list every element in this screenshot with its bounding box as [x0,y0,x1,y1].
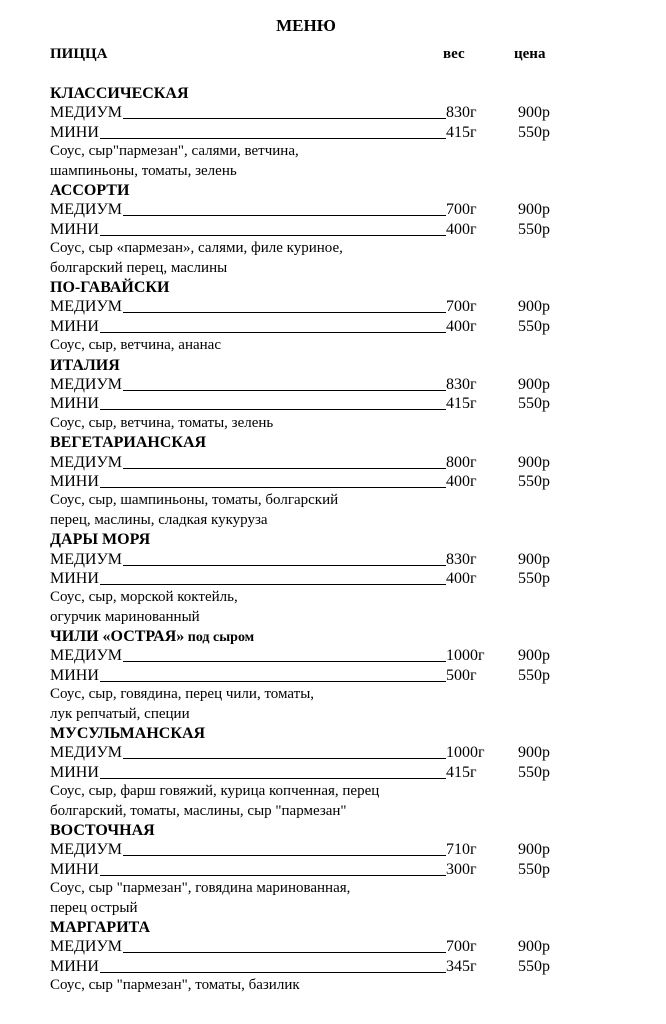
item-description: Соус, сыр, шампиньоны, томаты, болгарский перец, маслины, сладкая кукуруза [50,492,339,528]
item-description: Соус, сыр "пармезан", томаты, базилик [50,977,300,994]
item-name-text: ЧИЛИ «ОСТРАЯ» [50,628,185,646]
size-label: МИНИ [50,472,99,490]
leader-line [123,855,446,856]
size-price: 900р [518,453,550,471]
size-weight: 700г [446,938,477,956]
menu-item [50,84,610,181]
size-weight: 400г [446,220,477,238]
size-label: МИНИ [50,317,99,335]
size-label: МИНИ [50,569,99,587]
item-name [50,627,610,646]
item-description: Соус, сыр"пармезан", салями, ветчина, шампиньоны, томаты, зелень [50,143,299,179]
size-weight: 415г [446,123,477,141]
size-weight: 700г [446,201,477,219]
menu-item [50,724,610,821]
leader-line [100,681,446,682]
size-weight: 415г [446,395,477,413]
leader-line [123,661,446,662]
item-description: Соус, сыр, морской коктейль, огурчик маринованный [50,589,238,625]
size-label: МИНИ [50,123,99,141]
size-price: 550р [518,763,550,781]
item-name [50,530,610,549]
size-row [50,840,610,859]
size-row [50,763,610,782]
size-price: 550р [518,860,550,878]
size-weight: 400г [446,317,477,335]
size-row [50,453,610,472]
menu-item [50,433,610,530]
item-name-text: ПО-ГАВАЙСКИ [50,278,170,296]
item-name-suffix: под сыром [184,630,255,646]
item-name-text: МАРГАРИТА [50,919,151,937]
size-label: МЕДИУМ [50,647,123,665]
size-price: 900р [518,550,550,568]
size-price: 900р [518,201,550,219]
size-row [50,394,610,413]
size-row [50,123,610,142]
size-label: МЕДИУМ [50,938,123,956]
size-price: 900р [518,298,550,316]
menu-item [50,530,610,627]
leader-line [100,778,446,779]
size-price: 900р [518,375,550,393]
leader-line [123,215,446,216]
size-price: 550р [518,957,550,975]
price-column-header: цена [514,46,546,62]
size-price: 900р [518,938,550,956]
leader-line [123,312,446,313]
size-label: МЕДИУМ [50,298,123,316]
menu-list [50,84,610,996]
leader-line [123,118,446,119]
item-name [50,356,610,375]
size-price: 900р [518,744,550,762]
item-name [50,918,610,937]
size-label: МИНИ [50,957,99,975]
size-price: 550р [518,123,550,141]
size-weight: 800г [446,453,477,471]
item-name-text: МУСУЛЬМАНСКАЯ [50,725,206,743]
leader-line [100,875,446,876]
size-row [50,937,610,956]
size-row [50,317,610,336]
size-label: МЕДИУМ [50,550,123,568]
size-price: 550р [518,317,550,335]
item-name [50,181,610,200]
size-label: МЕДИУМ [50,453,123,471]
item-name-text: ВОСТОЧНАЯ [50,822,155,840]
leader-line [123,468,446,469]
size-label: МЕДИУМ [50,841,123,859]
size-weight: 300г [446,860,477,878]
item-description: Соус, сыр, ветчина, томаты, зелень [50,414,274,431]
size-price: 550р [518,472,550,490]
size-weight: 400г [446,569,477,587]
size-row [50,860,610,879]
item-description: Соус, сыр, фарш говяжий, курица копченная, перец болгарский, томаты, маслины, сыр "пармезан" [50,783,380,819]
item-name [50,724,610,743]
size-row [50,743,610,762]
size-row [50,569,610,588]
leader-line [100,138,446,139]
size-weight: 830г [446,104,477,122]
item-name-text: ИТАЛИЯ [50,356,120,374]
size-weight: 710г [446,841,477,859]
leader-line [123,758,446,759]
leader-line [100,487,446,488]
item-name [50,278,610,297]
size-row [50,220,610,239]
size-label: МИНИ [50,395,99,413]
leader-line [100,409,446,410]
size-label: МЕДИУМ [50,104,123,122]
menu-item [50,356,610,434]
item-description: Соус, сыр, ветчина, ананас [50,337,221,354]
item-name [50,821,610,840]
size-label: МЕДИУМ [50,201,123,219]
leader-line [100,332,446,333]
size-price: 550р [518,569,550,587]
size-row [50,646,610,665]
item-name-text: ВЕГЕТАРИАНСКАЯ [50,434,207,452]
leader-line [100,584,446,585]
size-row [50,375,610,394]
item-name [50,84,610,103]
menu-item [50,821,610,918]
size-label: МИНИ [50,666,99,684]
leader-line [123,390,446,391]
size-price: 900р [518,104,550,122]
weight-column-header: вес [443,46,465,62]
size-label: МИНИ [50,763,99,781]
item-description: Соус, сыр "пармезан", говядина маринованная, перец острый [50,880,351,916]
size-price: 550р [518,395,550,413]
size-weight: 345г [446,957,477,975]
size-row [50,666,610,685]
size-price: 900р [518,647,550,665]
size-label: МЕДИУМ [50,744,123,762]
menu-item [50,918,610,996]
leader-line [100,972,446,973]
size-price: 550р [518,666,550,684]
size-weight: 700г [446,298,477,316]
item-name-text: ДАРЫ МОРЯ [50,531,151,549]
item-name-text: АССОРТИ [50,181,130,199]
size-price: 550р [518,220,550,238]
menu-item [50,627,610,724]
menu-item [50,278,610,356]
item-name-text: КЛАССИЧЕСКАЯ [50,85,189,102]
size-weight: 830г [446,375,477,393]
size-row [50,550,610,569]
category-header: ПИЦЦА [50,46,108,62]
size-row [50,472,610,491]
size-row [50,103,610,122]
size-weight: 1000г [446,647,485,665]
size-weight: 1000г [446,744,485,762]
menu-item [50,181,610,278]
size-weight: 500г [446,666,477,684]
size-label: МИНИ [50,220,99,238]
size-label: МИНИ [50,860,99,878]
leader-line [123,565,446,566]
size-price: 900р [518,841,550,859]
size-row [50,957,610,976]
size-label: МЕДИУМ [50,375,123,393]
item-description: Соус, сыр «пармезан», салями, филе куриное, болгарский перец, маслины [50,240,343,276]
leader-line [100,235,446,236]
size-weight: 400г [446,472,477,490]
item-description: Соус, сыр, говядина, перец чили, томаты, лук репчатый, специи [50,686,315,722]
page-title: МЕНЮ [276,16,336,35]
size-weight: 415г [446,763,477,781]
size-row [50,297,610,316]
size-weight: 830г [446,550,477,568]
item-name [50,433,610,452]
size-row [50,200,610,219]
leader-line [123,952,446,953]
